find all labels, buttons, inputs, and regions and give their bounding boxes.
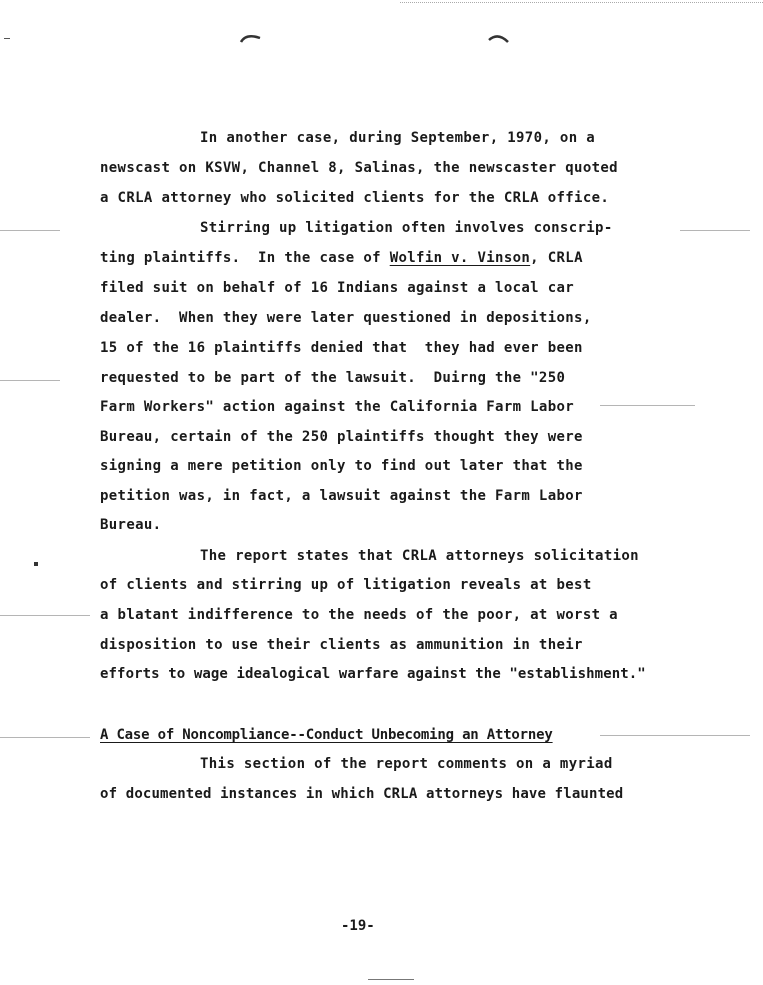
text-line: efforts to wage idealogical warfare against the "establishment." — [100, 666, 646, 682]
text-line: dealer. When they were later questioned in depositions, — [100, 310, 592, 326]
scan-speck — [0, 615, 90, 616]
text-line — [100, 250, 583, 266]
text-line: of clients and stirring up of litigation reveals at best — [100, 577, 592, 593]
text-line: filed suit on behalf of 16 Indians against a local car — [100, 280, 575, 296]
text-span: , CRLA — [530, 250, 583, 266]
scan-speck — [680, 230, 750, 231]
text-line: a CRLA attorney who solicited clients for the CRLA office. — [100, 190, 610, 206]
text-line: petition was, in fact, a lawsuit against the Farm Labor — [100, 488, 583, 504]
scan-speck — [34, 562, 38, 566]
text-line: This section of the report comments on a myriad — [200, 756, 613, 772]
text-line: Bureau. — [100, 517, 162, 533]
text-line: The report states that CRLA attorneys solicitation — [200, 548, 639, 564]
text-line: Bureau, certain of the 250 plaintiffs thought they were — [100, 429, 583, 445]
text-line: signing a mere petition only to find out later that the — [100, 458, 583, 474]
scan-speck — [4, 38, 10, 39]
text-line: Farm Workers" action against the California Farm Labor — [100, 399, 575, 415]
text-line: 15 of the 16 plaintiffs denied that they had ever been — [100, 340, 583, 356]
scan-speck — [600, 735, 750, 736]
text-line: of documented instances in which CRLA attorneys have flaunted — [100, 786, 624, 802]
text-line: requested to be part of the lawsuit. Duirng the "250 — [100, 370, 566, 386]
page-number: -19- — [341, 918, 375, 934]
case-citation: Wolfin v. Vinson — [389, 250, 531, 266]
text-line: In another case, during September, 1970, on a — [200, 130, 596, 146]
section-heading: A Case of Noncompliance--Conduct Unbecoming an Attorney — [100, 727, 553, 743]
scan-speck — [600, 405, 695, 406]
scan-speck — [0, 737, 90, 738]
scan-border-dots — [400, 2, 763, 3]
text-line: disposition to use their clients as ammunition in their — [100, 637, 583, 653]
text-line: a blatant indifference to the needs of the poor, at worst a — [100, 607, 618, 623]
text-span: ting plaintiffs. In the case of — [100, 250, 390, 266]
punch-hole-mark-right — [486, 30, 512, 46]
scan-speck — [0, 230, 60, 231]
punch-hole-mark-left — [238, 30, 264, 46]
scan-speck — [0, 380, 60, 381]
scan-speck — [368, 979, 414, 980]
text-line: newscast on KSVW, Channel 8, Salinas, the newscaster quoted — [100, 160, 618, 176]
text-line: Stirring up litigation often involves conscrip- — [200, 220, 613, 236]
